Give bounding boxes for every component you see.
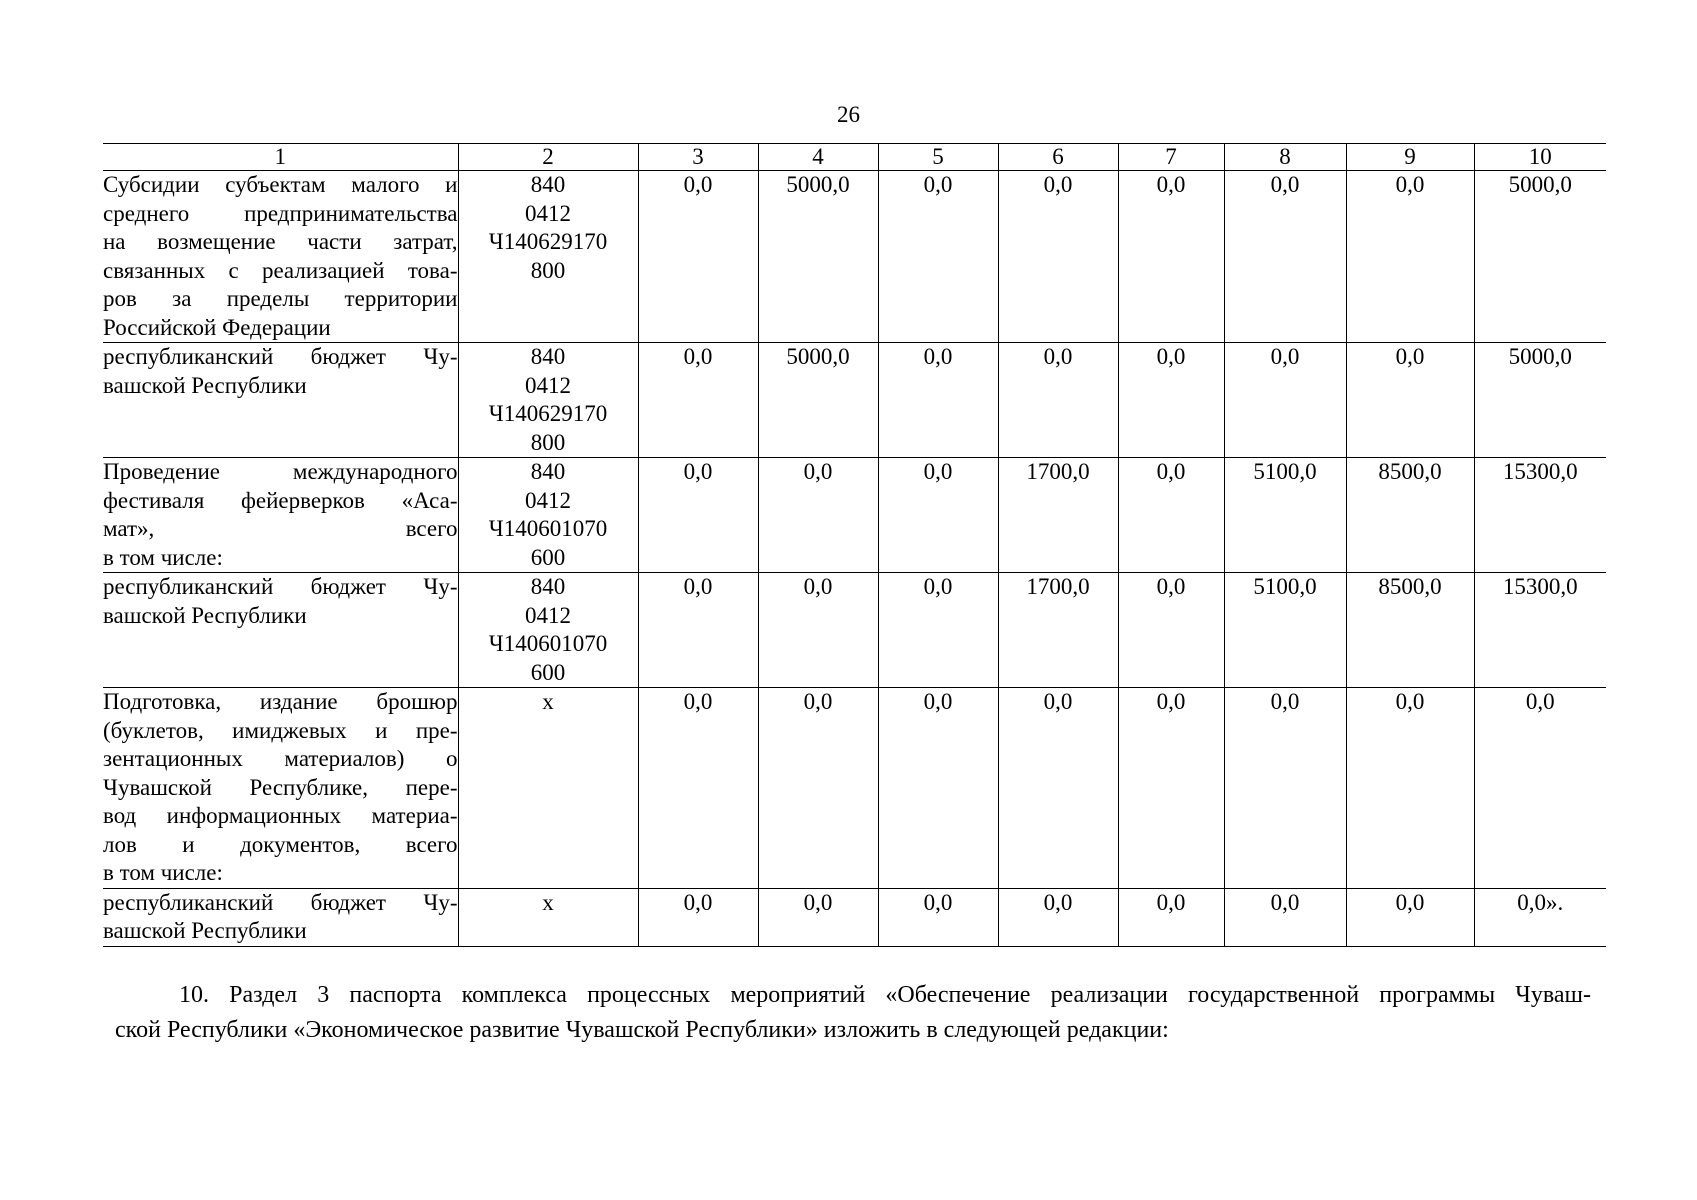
value-cell: 0,0: [1118, 573, 1224, 688]
value-cell: 0,0».: [1474, 888, 1606, 946]
description-line: вод информационных материа-: [103, 803, 458, 828]
value-cell: 0,0: [1224, 343, 1346, 458]
value-cell: 8500,0: [1346, 573, 1474, 688]
table-row: [103, 458, 1606, 573]
value-cell: 0,0: [878, 888, 998, 946]
value-cell: 0,0: [1118, 458, 1224, 573]
value-cell: 0,0: [1118, 171, 1224, 343]
value-cell: 15300,0: [1474, 573, 1606, 688]
value-cell: 0,0: [758, 458, 878, 573]
table-row: [103, 888, 1606, 946]
description-line: зентационных материалов) о: [103, 746, 458, 771]
value-cell: 0,0: [638, 888, 758, 946]
value-cell: 0,0: [878, 171, 998, 343]
description-line: среднего предпринимательства: [103, 200, 458, 226]
code-line: 0412: [525, 200, 571, 226]
value-cell: 15300,0: [1474, 458, 1606, 573]
description-line: вашской Республики: [103, 372, 307, 398]
description-line: Чувашской Республике, пере-: [103, 774, 458, 800]
value-cell: 0,0: [638, 688, 758, 889]
column-header: 10: [1474, 144, 1606, 171]
budget-table: [103, 143, 1606, 947]
column-header: 1: [103, 144, 458, 171]
description-line: вашской Республики: [103, 602, 307, 628]
paragraph-line: ской Республики «Экономическое развитие Чувашской Республики» изложить в следующей редакции:: [115, 1017, 1169, 1043]
value-cell: 0,0: [638, 171, 758, 343]
code-line: 0412: [525, 602, 571, 628]
value-cell: 5000,0: [758, 171, 878, 343]
code-line: 840: [530, 172, 566, 197]
code-line: Ч140601070: [488, 516, 608, 541]
description-line: Субсидии субъектам малого и: [103, 172, 458, 197]
code-line: Ч140601070: [488, 631, 608, 656]
value-cell: 0,0: [758, 888, 878, 946]
value-cell: 0,0: [1346, 171, 1474, 343]
code-line: 0412: [525, 372, 571, 398]
row-description: [103, 171, 458, 343]
budget-code: [458, 888, 638, 946]
value-cell: 0,0: [998, 688, 1118, 889]
description-line: лов и документов, всего: [103, 831, 458, 857]
code-line: Ч140629170: [488, 401, 608, 426]
value-cell: 0,0: [1224, 171, 1346, 343]
value-cell: 0,0: [1224, 688, 1346, 889]
budget-code: [458, 171, 638, 343]
value-cell: 0,0: [1346, 688, 1474, 889]
value-cell: 5000,0: [1474, 171, 1606, 343]
column-header: 2: [458, 144, 638, 171]
row-description: [103, 343, 458, 458]
value-cell: 0,0: [638, 458, 758, 573]
value-cell: 0,0: [1118, 688, 1224, 889]
table-body: [103, 171, 1606, 947]
row-description: [103, 458, 458, 573]
value-cell: 0,0: [758, 688, 878, 889]
column-header: 8: [1224, 144, 1346, 171]
column-header: 6: [998, 144, 1118, 171]
table-header-row: [103, 144, 1606, 171]
column-header: 5: [878, 144, 998, 171]
code-line: 840: [530, 344, 566, 369]
description-line: в том числе:: [103, 860, 223, 885]
value-cell: 0,0: [638, 343, 758, 458]
column-header: 7: [1118, 144, 1224, 171]
value-cell: 0,0: [998, 171, 1118, 343]
row-description: [103, 888, 458, 946]
code-line: 840: [530, 459, 566, 484]
description-line: мат», всего: [103, 516, 458, 541]
value-cell: 0,0: [878, 573, 998, 688]
table-row: [103, 688, 1606, 889]
description-line: Проведение международного: [103, 459, 458, 484]
page-number: 26: [837, 102, 860, 127]
code-line: 600: [530, 659, 566, 685]
paragraph-line: 10. Раздел 3 паспорта комплекса процессных мероприятий «Обеспечение реализации государственной программы Чуваш-: [179, 982, 1591, 1008]
code-line: 0412: [525, 487, 571, 513]
description-line: на возмещение части затрат,: [103, 229, 458, 254]
description-line: Подготовка, издание брошюр: [103, 689, 458, 714]
description-line: вашской Республики: [103, 918, 307, 943]
code-line: 800: [530, 429, 566, 455]
code-line: 840: [530, 574, 566, 599]
value-cell: 0,0: [638, 573, 758, 688]
value-cell: 0,0: [1346, 343, 1474, 458]
value-cell: 0,0: [998, 343, 1118, 458]
value-cell: 0,0: [998, 888, 1118, 946]
row-description: [103, 688, 458, 889]
description-line: Российской Федерации: [103, 314, 331, 340]
table-row: [103, 573, 1606, 688]
description-line: республиканский бюджет Чу-: [103, 344, 458, 369]
amendment-paragraph: [115, 978, 1591, 1048]
value-cell: 0,0: [1118, 343, 1224, 458]
description-line: (буклетов, имиджевых и пре-: [103, 717, 458, 743]
description-line: республиканский бюджет Чу-: [103, 889, 458, 915]
code-line: 800: [530, 257, 566, 283]
value-cell: 0,0: [758, 573, 878, 688]
value-cell: 5000,0: [758, 343, 878, 458]
code-line: х: [542, 689, 554, 714]
column-header: 3: [638, 144, 758, 171]
value-cell: 1700,0: [998, 573, 1118, 688]
code-line: 600: [530, 544, 566, 570]
column-header: 4: [758, 144, 878, 171]
budget-code: [458, 343, 638, 458]
description-line: фестиваля фейерверков «Аса-: [103, 487, 458, 513]
description-line: в том числе:: [103, 544, 223, 570]
table-row: [103, 171, 1606, 343]
value-cell: 5000,0: [1474, 343, 1606, 458]
value-cell: 0,0: [1118, 888, 1224, 946]
description-line: связанных с реализацией това-: [103, 257, 458, 283]
value-cell: 0,0: [878, 688, 998, 889]
value-cell: 5100,0: [1224, 573, 1346, 688]
value-cell: 0,0: [1224, 888, 1346, 946]
column-header: 9: [1346, 144, 1474, 171]
row-description: [103, 573, 458, 688]
budget-code: [458, 688, 638, 889]
value-cell: 0,0: [878, 343, 998, 458]
budget-code: [458, 458, 638, 573]
value-cell: 0,0: [1346, 888, 1474, 946]
code-line: Ч140629170: [488, 229, 608, 254]
value-cell: 8500,0: [1346, 458, 1474, 573]
value-cell: 0,0: [878, 458, 998, 573]
code-line: х: [542, 889, 554, 915]
value-cell: 1700,0: [998, 458, 1118, 573]
description-line: ров за пределы территории: [103, 286, 458, 311]
description-line: республиканский бюджет Чу-: [103, 574, 458, 599]
value-cell: 0,0: [1474, 688, 1606, 889]
table-row: [103, 343, 1606, 458]
budget-code: [458, 573, 638, 688]
value-cell: 5100,0: [1224, 458, 1346, 573]
